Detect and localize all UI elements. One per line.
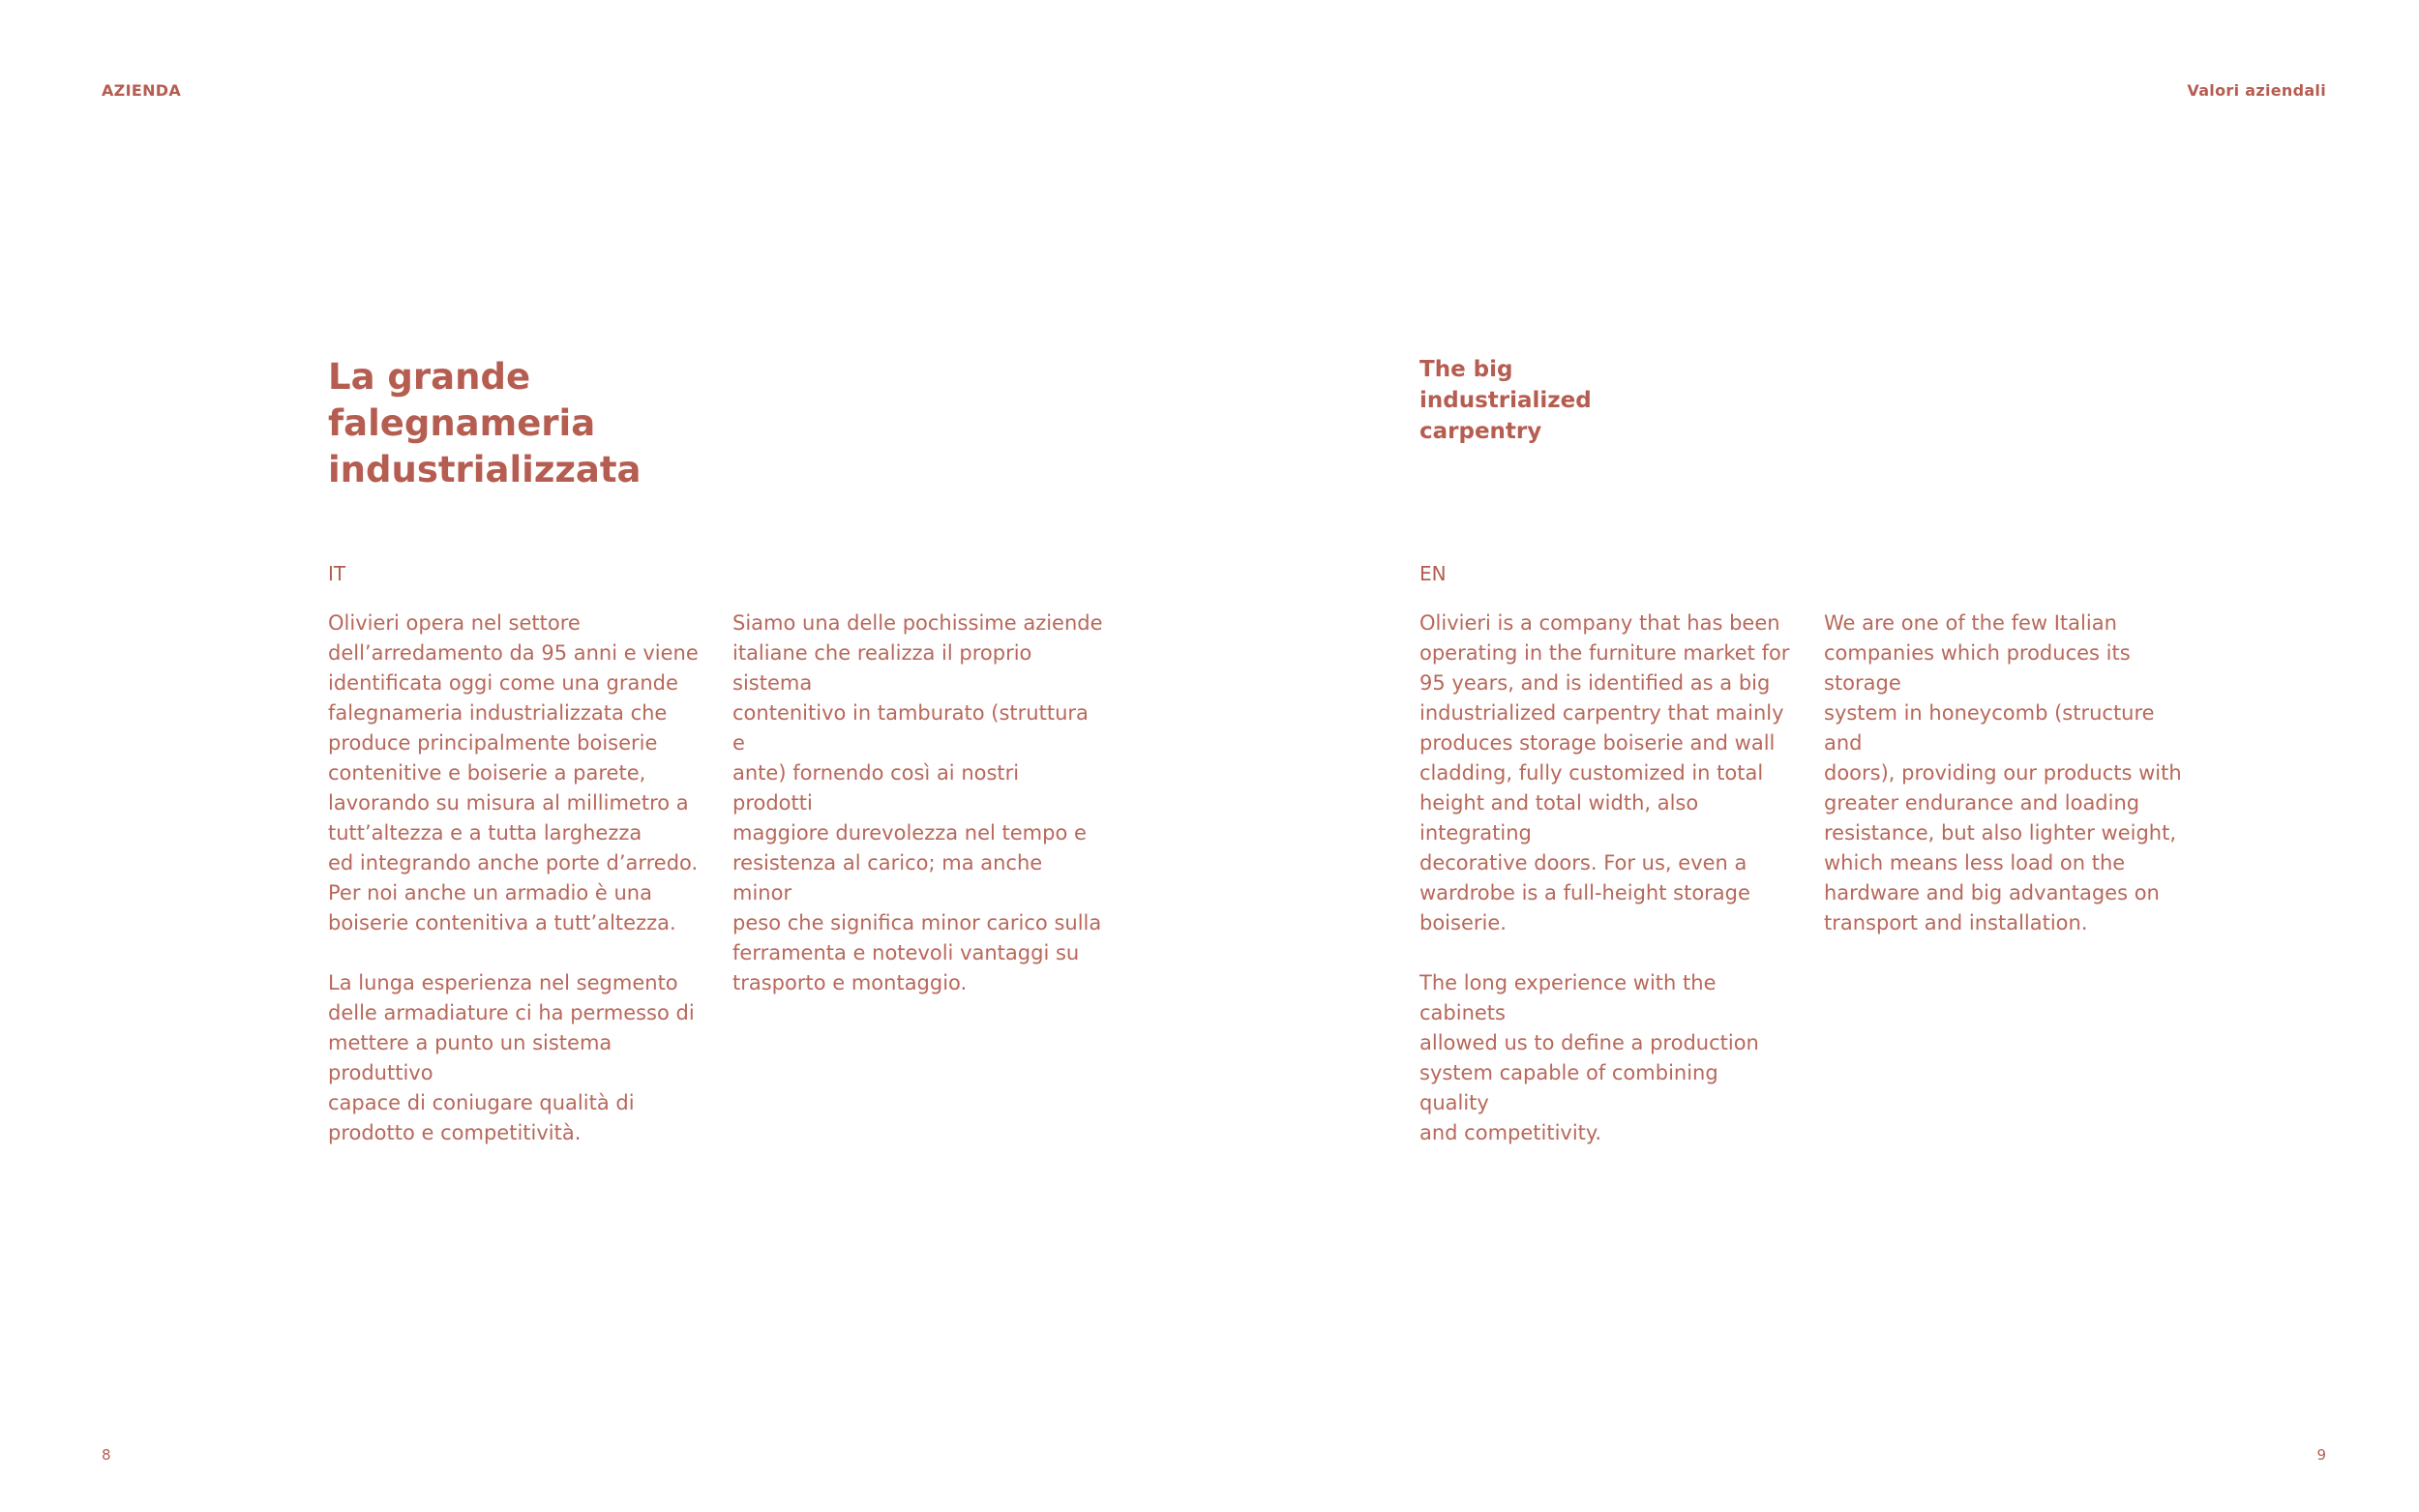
italian-column-2-paragraph-1: Siamo una delle pochissime aziende italiane che realizza il proprio sistema contenitivo in tamburato (struttura e ante) fornendo così ai nostri prodotti maggiore durevolezza nel tempo e resistenza al carico; ma anche minor peso che significa minor carico sulla ferramenta e notevoli vantaggi su trasporto e montaggio.	[732, 611, 1103, 994]
english-column-1	[1419, 608, 1792, 1178]
page-number-right: 9	[2316, 1446, 2326, 1464]
english-column-2-paragraph-1: We are one of the few Italian companies which produces its storage system in honeycomb (structure and doors), providing our products with greater endurance and loading resistance, but also lighter weight, which means less load on the hardware and big advantages on transport and installation.	[1824, 611, 2182, 934]
italian-column-1-paragraph-1: Olivieri opera nel settore dell’arredamento da 95 anni e viene identificata oggi come una grande falegnameria industrializzata che produce principalmente boiserie contenitive e boiserie a parete, lavorando su misura al millimetro a tutt’altezza e a tutta larghezza ed integrando anche porte d’arredo. Per noi anche un armadio è una boiserie contenitiva a tutt’altezza.	[328, 611, 699, 934]
italian-column-1	[328, 608, 701, 1178]
running-header-left: AZIENDA	[102, 81, 182, 100]
english-column-1-paragraph-2: The long experience with the cabinets allowed us to define a production system capable of combining quality and competitivity.	[1419, 971, 1759, 1144]
english-language-label: EN	[1419, 562, 1447, 585]
english-column-1-paragraph-1: Olivieri is a company that has been operating in the furniture market for 95 years, and is identified as a big industrialized carpentry that mainly produces storage boiserie and wall cladding, fully customized in total height and total width, also integrating decorative doors. For us, even a wardrobe is a full-height storage boiserie.	[1419, 611, 1790, 934]
italian-column-1-paragraph-2: La lunga esperienza nel segmento delle armadiature ci ha permesso di mettere a punto un sistema produttivo capace di coniugare qualità di prodotto e competitività.	[328, 971, 695, 1144]
running-header-right: Valori aziendali	[2187, 81, 2326, 100]
english-title: The big industrialized carpentry	[1419, 357, 1592, 444]
italian-title: La grande falegnameria industrializzata	[328, 356, 642, 490]
page-number-left: 8	[102, 1446, 111, 1464]
italian-column-2	[732, 608, 1105, 1028]
english-column-2	[1824, 608, 2196, 968]
italian-language-label: IT	[328, 562, 346, 585]
